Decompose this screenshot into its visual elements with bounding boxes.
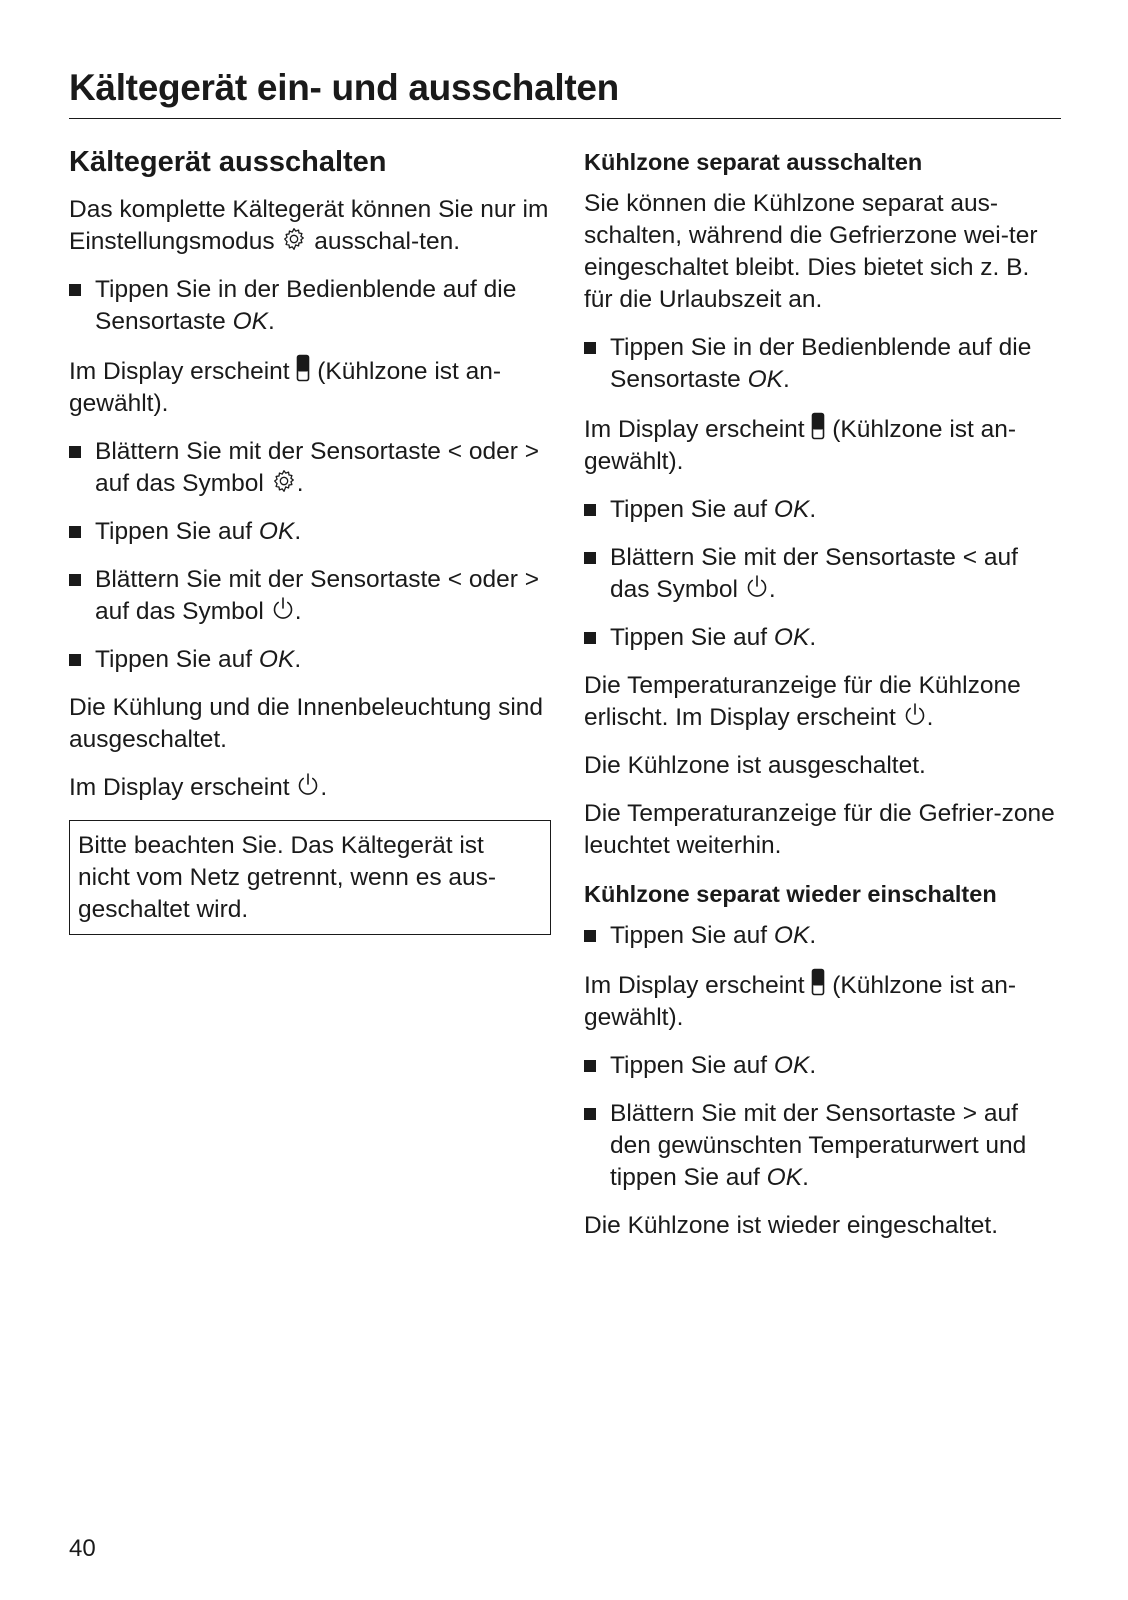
step-scroll-to-settings: Blättern Sie mit der Sensortaste < oder > auf das Symbol . <box>69 436 557 500</box>
settings-gear-icon <box>281 226 307 252</box>
arrow-right-icon: > <box>524 566 539 593</box>
arrow-left-icon: < <box>962 544 978 571</box>
fridge-zone-icon <box>811 412 825 440</box>
step-tap-ok: Tippen Sie auf OK. <box>584 494 1064 526</box>
step-tap-ok: Tippen Sie auf OK. <box>584 1050 1064 1082</box>
title-divider <box>69 118 1061 119</box>
bullet-square <box>69 446 81 458</box>
arrow-left-icon: < <box>447 566 463 593</box>
section-heading-cooling-zone-on: Kühlzone separat wieder einschalten <box>584 881 997 907</box>
step-tap-ok: Tippen Sie auf OK. <box>69 516 557 548</box>
right-column <box>584 146 1064 1258</box>
page-title: Kältegerät ein- und ausschalten <box>69 67 619 108</box>
bullet-square <box>584 552 596 564</box>
settings-gear-icon <box>271 468 297 494</box>
display-shows-zone: Im Display erscheint (Kühlzone ist an-gewählt). <box>69 354 557 420</box>
result-zone-on: Die Kühlzone ist wieder eingeschaltet. <box>584 1212 999 1239</box>
section-heading-device-off: Kältegerät ausschalten <box>69 146 387 178</box>
bullet-square <box>69 654 81 666</box>
step-tap-ok: Tippen Sie auf OK. <box>584 920 1064 952</box>
result-cooling-off: Die Kühlung und die Innenbeleuchtung sind ausgeschaltet. <box>69 694 544 753</box>
bullet-square <box>584 632 596 644</box>
step-scroll-to-temperature: Blättern Sie mit der Sensortaste > auf den gewünschten Temperaturwert und tippen Sie auf OK. <box>584 1098 1064 1194</box>
result-temperature-off: Die Temperaturanzeige für die Kühlzone erlischt. Im Display erscheint . <box>584 672 1021 731</box>
result-zone-off: Die Kühlzone ist ausgeschaltet. <box>584 752 926 779</box>
fridge-zone-icon <box>296 354 310 382</box>
power-icon <box>296 772 320 798</box>
power-icon <box>745 574 769 600</box>
note-box: Bitte beachten Sie. Das Kältegerät ist nicht vom Netz getrennt, wenn es aus-geschaltet wird. <box>69 820 551 935</box>
bullet-square <box>69 526 81 538</box>
section-heading-cooling-zone-off: Kühlzone separat ausschalten <box>584 149 923 175</box>
fridge-zone-icon <box>811 968 825 996</box>
arrow-left-icon: < <box>447 438 463 465</box>
left-column <box>69 142 557 935</box>
step-tap-ok: Tippen Sie auf OK. <box>69 644 557 676</box>
bullet-square <box>69 284 81 296</box>
step-tap-ok-sensor: Tippen Sie in der Bedienblende auf die Sensortaste OK. <box>584 332 1064 396</box>
bullet-square <box>584 342 596 354</box>
power-icon <box>903 702 927 728</box>
step-scroll-to-power: Blättern Sie mit der Sensortaste < oder > auf das Symbol . <box>69 564 557 628</box>
bullet-square <box>584 1108 596 1120</box>
result-display-power: Im Display erscheint . <box>69 774 328 801</box>
intro-paragraph: Das komplette Kältegerät können Sie nur im Einstellungsmodus ausschal-ten. <box>69 196 549 255</box>
bullet-square <box>584 930 596 942</box>
step-scroll-to-power: Blättern Sie mit der Sensortaste < auf das Symbol . <box>584 542 1064 606</box>
result-freezer-on: Die Temperaturanzeige für die Gefrier-zone leuchtet weiterhin. <box>584 800 1055 859</box>
intro-paragraph: Sie können die Kühlzone separat aus-schalten, während die Gefrierzone wei-ter eingeschaltet bleibt. Dies bietet sich z. B. für die Urlaubszeit an. <box>584 190 1038 313</box>
arrow-right-icon: > <box>962 1100 978 1127</box>
display-shows-zone: Im Display erscheint (Kühlzone ist an-gewählt). <box>584 968 1064 1034</box>
step-tap-ok-sensor: Tippen Sie in der Bedienblende auf die Sensortaste OK. <box>69 274 557 338</box>
arrow-right-icon: > <box>524 438 539 465</box>
power-icon <box>271 596 295 622</box>
bullet-square <box>584 1060 596 1072</box>
page-number: 40 <box>69 1535 96 1562</box>
bullet-square <box>69 574 81 586</box>
bullet-square <box>584 504 596 516</box>
display-shows-zone: Im Display erscheint (Kühlzone ist an-gewählt). <box>584 412 1064 478</box>
step-tap-ok: Tippen Sie auf OK. <box>584 622 1064 654</box>
